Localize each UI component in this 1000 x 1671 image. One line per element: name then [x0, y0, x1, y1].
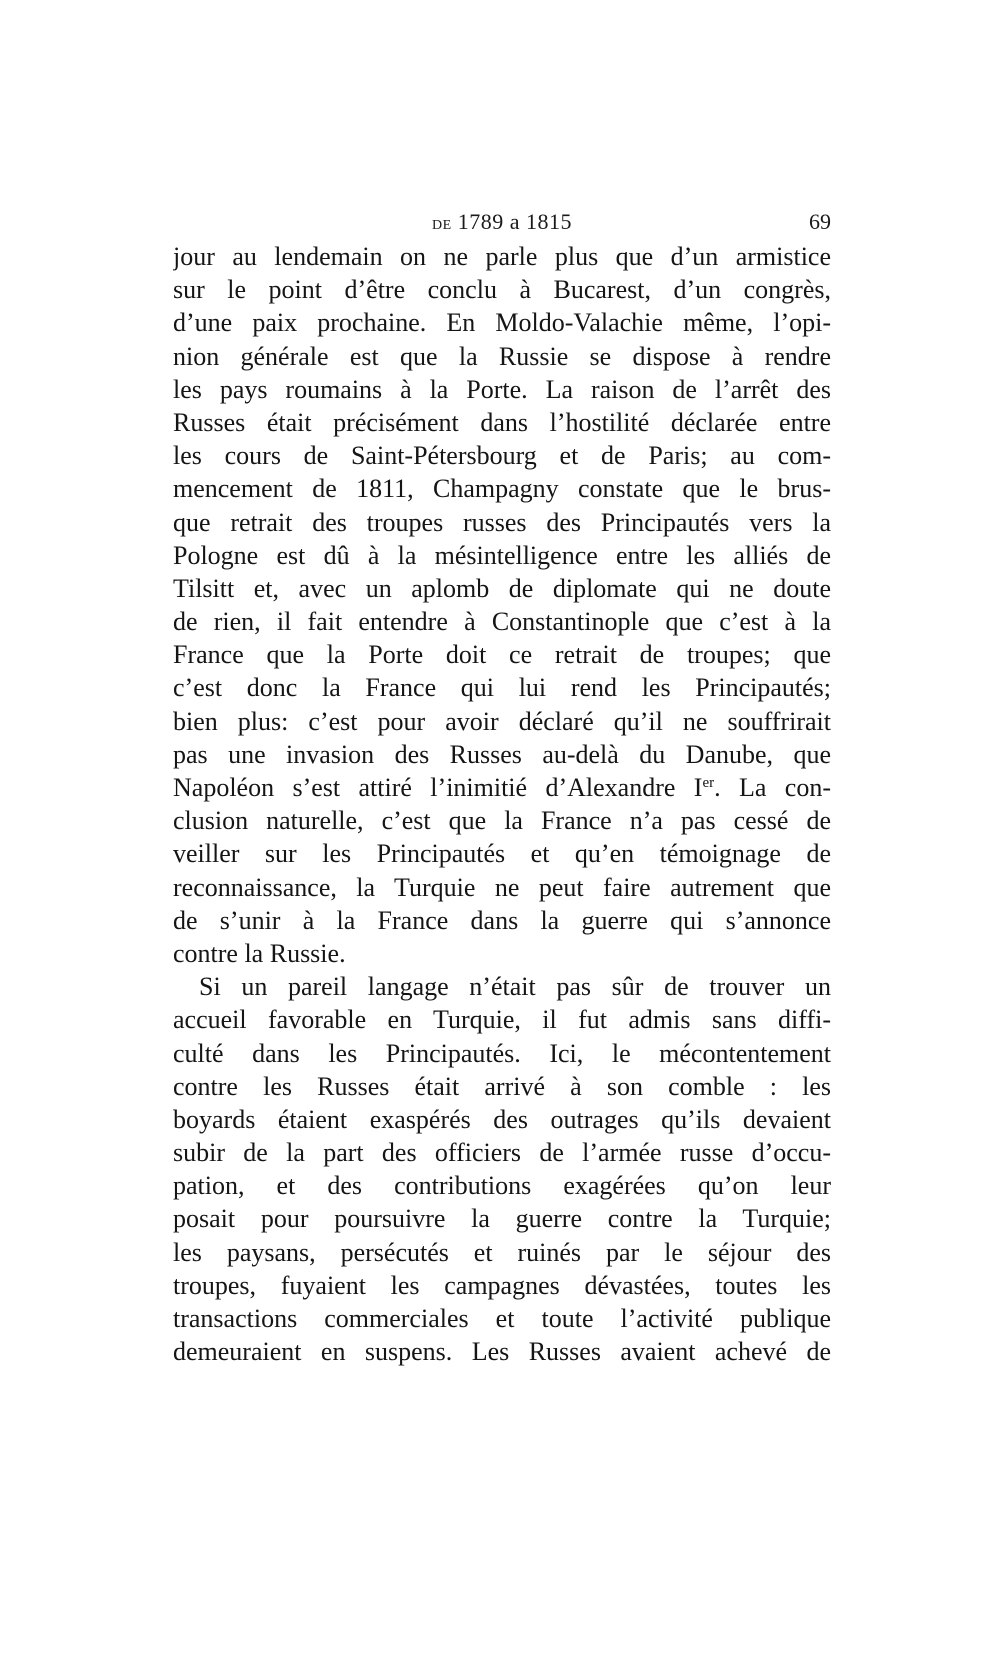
running-head-dates: 1789 a 1815 [457, 209, 572, 234]
text-line: pation, et des contributions exagérées qu’on leur [173, 1171, 831, 1201]
text-line: demeuraient en suspens. Les Russes avaient achevé de [173, 1337, 831, 1367]
text-line: jour au lendemain on ne parle plus que d’un armistice [173, 242, 831, 271]
text-line: posait pour poursuivre la guerre contre la Turquie; [173, 1204, 831, 1234]
text-line: accueil favorable en Turquie, il fut admis sans diffi- [173, 1005, 831, 1035]
running-head [173, 207, 831, 237]
running-head-title [173, 207, 831, 238]
text-line: d’une paix prochaine. En Moldo-Valachie même, l’opi- [173, 308, 831, 338]
text-line: de s’unir à la France dans la guerre qui s’annonce [173, 905, 831, 935]
text-line: de rien, il fait entendre à Constantinople que c’est à la [173, 607, 831, 637]
text-segment: Napoléon s’est attiré l’inimitié d’Alexandre I [173, 773, 703, 802]
superscript-er: er [702, 775, 715, 791]
text-line: veiller sur les Principautés et qu’en témoignage de [173, 839, 831, 869]
text-line: Pologne est dû à la mésintelligence entre les alliés de [173, 540, 831, 570]
text-line: nion générale est que la Russie se dispose à rendre [173, 341, 831, 371]
text-line: les paysans, persécutés et ruinés par le séjour des [173, 1237, 831, 1267]
paragraph-last-line: contre la Russie. [173, 938, 346, 968]
text-line: les cours de Saint-Pétersbourg et de Paris; au com- [173, 441, 831, 471]
text-line: clusion naturelle, c’est que la France n’a pas cessé de [173, 806, 831, 836]
text-line: Russes était précisément dans l’hostilité déclarée entre [173, 407, 831, 437]
text-line: c’est donc la France qui lui rend les Principautés; [173, 673, 831, 703]
text-line: les pays roumains à la Porte. La raison de l’arrêt des [173, 374, 831, 404]
text-line: Tilsitt et, avec un aplomb de diplomate qui ne doute [173, 573, 831, 603]
text-line: mencement de 1811, Champagny constate que le brus- [173, 474, 831, 504]
text-line: que retrait des troupes russes des Principautés vers la [173, 507, 831, 537]
text-line-with-superscript [173, 771, 831, 804]
text-line: pas une invasion des Russes au-delà du Danube, que [173, 739, 831, 769]
text-line: contre les Russes était arrivé à son comble : les [173, 1071, 831, 1101]
text-line: boyards étaient exaspérés des outrages qu’ils devaient [173, 1104, 831, 1134]
page-number: 69 [809, 209, 831, 234]
body-text [173, 240, 831, 1368]
text-line: transactions commerciales et toute l’activité publique [173, 1304, 831, 1333]
text-segment: . La con- [714, 773, 831, 802]
text-line: France que la Porte doit ce retrait de troupes; que [173, 640, 831, 670]
text-line: reconnaissance, la Turquie ne peut faire autrement que [173, 872, 831, 902]
text-line: sur le point d’être conclu à Bucarest, d’un congrès, [173, 275, 831, 305]
running-head-prefix: de [432, 212, 452, 234]
text-line: culté dans les Principautés. Ici, le mécontentement [173, 1038, 831, 1068]
text-line: bien plus: c’est pour avoir déclaré qu’il ne souffrirait [173, 706, 831, 736]
text-line: subir de la part des officiers de l’armée russe d’occu- [173, 1138, 831, 1168]
text-line: troupes, fuyaient les campagnes dévastées, toutes les [173, 1270, 831, 1300]
paragraph-first-line: Si un pareil langage n’était pas sûr de trouver un [199, 972, 831, 1002]
